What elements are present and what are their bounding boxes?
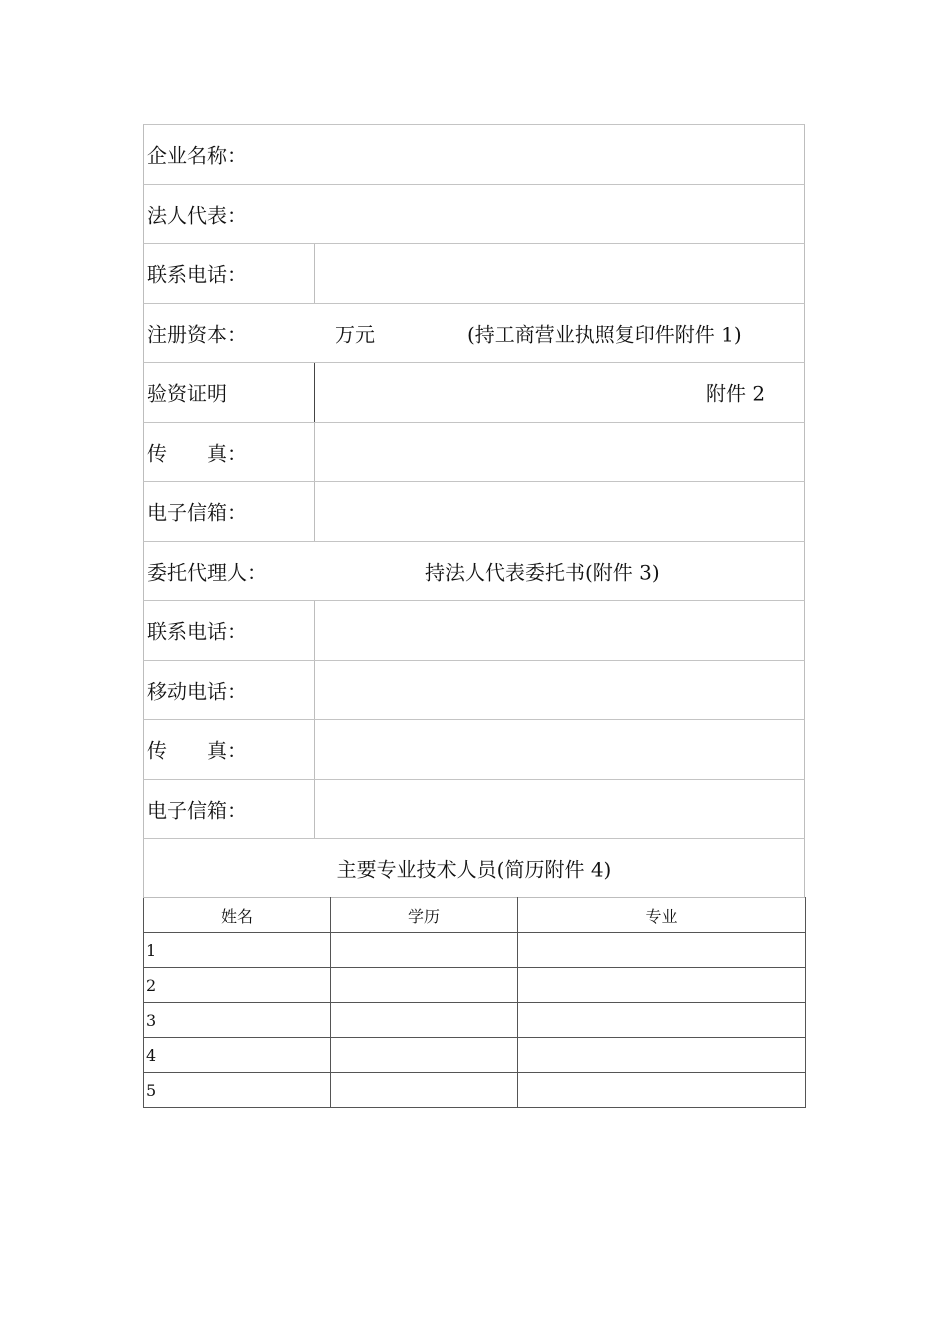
legal-rep-label: 法人代表： xyxy=(147,203,247,228)
row-phone-1 xyxy=(143,243,805,303)
header-name: 姓名 xyxy=(144,898,331,933)
staff-table-header xyxy=(144,898,806,933)
attachment-2-label: 附件 2 xyxy=(706,381,766,406)
row-number: 5 xyxy=(144,1073,331,1108)
phone-label: 联系电话： xyxy=(147,619,247,644)
education-cell[interactable] xyxy=(331,1003,518,1038)
header-education: 学历 xyxy=(331,898,518,933)
application-form xyxy=(143,124,805,898)
education-cell[interactable] xyxy=(331,933,518,968)
capital-verification-label: 验资证明 xyxy=(147,381,227,406)
company-name-label: 企业名称： xyxy=(147,143,247,168)
major-cell[interactable] xyxy=(518,1073,806,1108)
email-label: 电子信箱： xyxy=(147,798,247,823)
agent-label: 委托代理人： xyxy=(147,560,267,585)
row-number: 1 xyxy=(144,933,331,968)
table-row xyxy=(144,1073,806,1108)
email-label: 电子信箱： xyxy=(147,500,247,525)
row-registered-capital xyxy=(143,303,805,363)
row-legal-rep xyxy=(143,184,805,244)
capital-note: (持工商营业执照复印件附件 1) xyxy=(467,322,742,347)
staff-table xyxy=(143,897,806,1108)
table-row xyxy=(144,968,806,1003)
row-fax-2 xyxy=(143,719,805,779)
mobile-label: 移动电话： xyxy=(147,679,247,704)
header-major: 专业 xyxy=(518,898,806,933)
row-agent xyxy=(143,541,805,601)
row-company-name xyxy=(143,124,805,184)
row-email-1 xyxy=(143,481,805,541)
education-cell[interactable] xyxy=(331,968,518,1003)
education-cell[interactable] xyxy=(331,1038,518,1073)
registered-capital-label: 注册资本： xyxy=(147,322,247,347)
cell-divider xyxy=(314,661,315,720)
major-cell[interactable] xyxy=(518,968,806,1003)
cell-divider xyxy=(314,363,315,422)
table-row xyxy=(144,1038,806,1073)
fax-label: 传 真： xyxy=(147,738,247,763)
agent-note: 持法人代表委托书(附件 3) xyxy=(425,560,660,585)
cell-divider xyxy=(314,601,315,660)
row-capital-verification xyxy=(143,362,805,422)
major-cell[interactable] xyxy=(518,1038,806,1073)
row-number: 3 xyxy=(144,1003,331,1038)
staff-section-title: 主要专业技术人员(简历附件 4) xyxy=(336,857,612,882)
phone-label: 联系电话： xyxy=(147,262,247,287)
cell-divider xyxy=(314,720,315,779)
cell-divider xyxy=(314,482,315,541)
row-email-2 xyxy=(143,779,805,839)
table-row xyxy=(144,1003,806,1038)
row-phone-2 xyxy=(143,600,805,660)
major-cell[interactable] xyxy=(518,933,806,968)
cell-divider xyxy=(314,780,315,839)
cell-divider xyxy=(314,244,315,303)
row-fax-1 xyxy=(143,422,805,482)
row-mobile xyxy=(143,660,805,720)
fax-label: 传 真： xyxy=(147,441,247,466)
table-row xyxy=(144,933,806,968)
cell-divider xyxy=(314,423,315,482)
row-number: 2 xyxy=(144,968,331,1003)
education-cell[interactable] xyxy=(331,1073,518,1108)
row-number: 4 xyxy=(144,1038,331,1073)
row-staff-title xyxy=(143,838,805,898)
major-cell[interactable] xyxy=(518,1003,806,1038)
capital-unit: 万元 xyxy=(335,322,375,347)
